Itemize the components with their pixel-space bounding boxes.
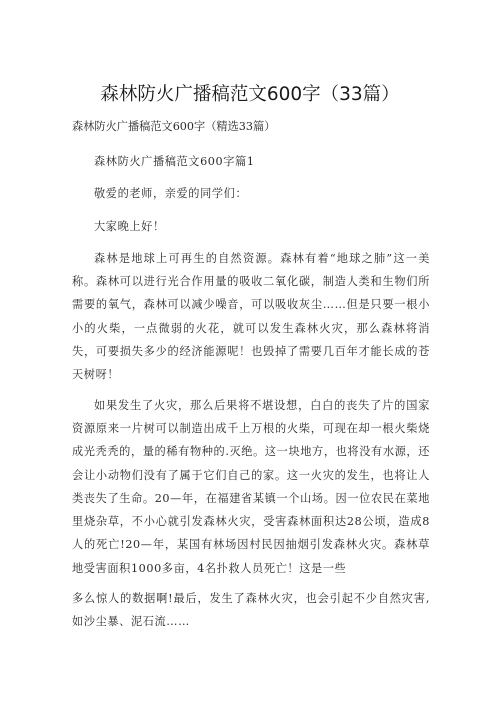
document-subtitle: 森林防火广播稿范文600字（精选33篇） <box>72 120 276 133</box>
document-body <box>72 150 430 641</box>
greeting: 大家晚上好！ <box>94 219 165 233</box>
section-heading: 森林防火广播稿范文600字篇1 <box>94 155 255 168</box>
body-paragraph: 如果发生了火灾，那么后果将不堪设想，白白的丧失了片的国家资源原来一片树可以制造出成千上万根的火柴，可现在却一根火柴烧成光秃秃的，量的稀有物种的.灭绝。这一块地方，也将没有水源，还会让小动物们没有了属于它们自己的家。这一火灾的发生，也将让人类丧失了生命。20—年，在福建省某镇一个山场。因一位农民在菜地里烧杂草，不小心就引发森林火灾，受害森林面积达28公顷，造成8人的死亡!20—年，某国有林场因村民因抽烟引发森林火灾。森林草地受害面积1000多亩，4名扑救人员死亡！这是一些 <box>72 398 430 575</box>
salutation: 敬爱的老师，亲爱的同学们： <box>94 187 248 201</box>
body-paragraph: 森林是地球上可再生的自然资源。森林有着“地球之肺”这一美称。森林可以进行光合作用量的吸收二氧化碳，制造人类和生物们所需要的氧气，森林可以减少噪音，可以吸收灰尘……但是只要一根小小的火柴，一点微弱的火花，就可以发生森林火灾，那么森林将消失，可要损失多少的经济能源呢！也毁掉了需要几百年才能长成的苍天树呀！ <box>72 251 430 382</box>
body-paragraph: 多么惊人的数据啊!最后，发生了森林火灾，也会引起不少自然灾害,如沙尘暴、泥石流…… <box>72 592 430 629</box>
document-title: 森林防火广播稿范文600字（33篇） <box>100 84 400 105</box>
